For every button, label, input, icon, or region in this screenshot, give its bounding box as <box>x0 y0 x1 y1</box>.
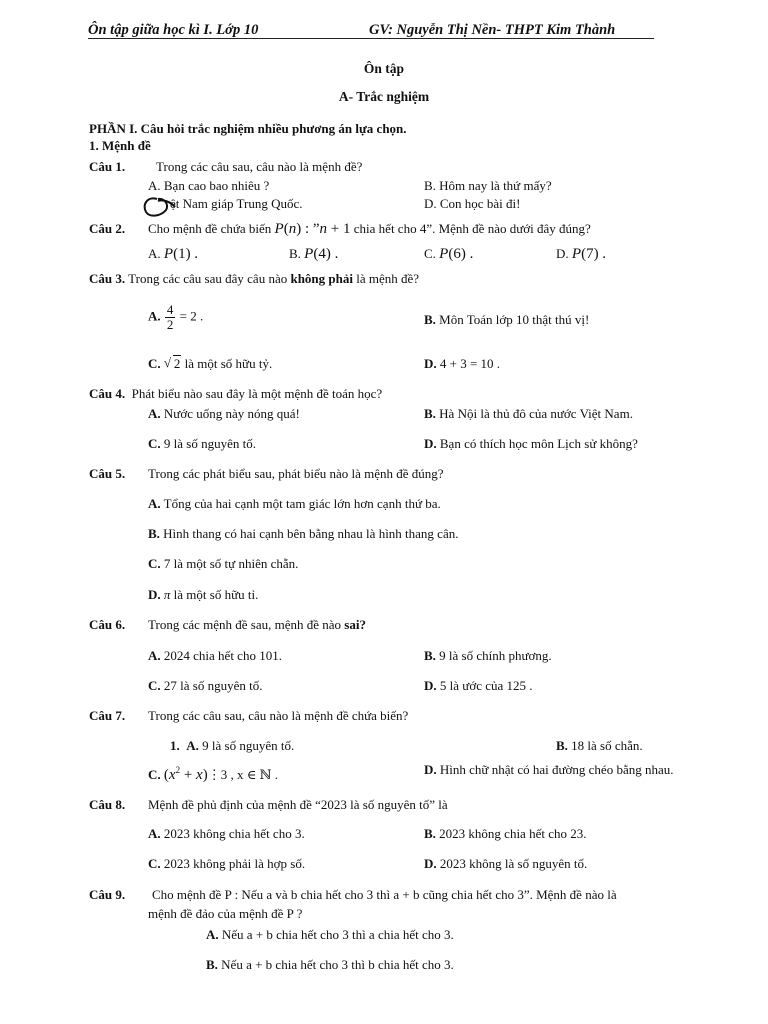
q9-option-b: B. Nếu a + b chia hết cho 3 thì b chia hết cho 3. <box>206 957 454 972</box>
section-heading: 1. Mệnh đề <box>89 138 151 153</box>
q5-option-c: C. 7 là một số tự nhiên chẵn. <box>148 556 299 571</box>
question-9-line2: mệnh đề đảo của mệnh đề P ? <box>148 906 303 921</box>
page-title: Ôn tập <box>363 61 405 76</box>
q6-option-b: B. 9 là số chính phương. <box>424 648 552 663</box>
q4-option-c: C. 9 là số nguyên tố. <box>148 436 256 451</box>
q7-option-c: C. ($x^2$ + x)⋮3 , x ∈ ℕ . <box>148 765 278 783</box>
q1-option-a: A. Bạn cao bao nhiêu ? <box>148 178 270 193</box>
q2-pre: Cho mệnh đề chứa biến <box>148 221 272 236</box>
q5-option-d: D. π là một số hữu tỉ. <box>148 587 259 602</box>
question-9-line1: Cho mệnh đề P : Nếu a và b chia hết cho 3 thì a + b cũng chia hết cho 3”. Mệnh đề nào là <box>152 887 617 902</box>
question-5-text: Trong các phát biểu sau, phát biểu nào là mệnh đề đúng? <box>148 466 444 481</box>
q6-option-d: D. 5 là ước của 125 . <box>424 678 533 693</box>
q8-option-a: A. 2023 không chia hết cho 3. <box>148 826 305 841</box>
question-2-text <box>148 221 591 237</box>
question-4-text: Câu 4. Phát biểu nào sau đây là một mệnh đề toán học? <box>89 386 383 401</box>
header-rule <box>88 38 654 39</box>
q3-option-a: A. $\frac{4}{2}$ = 2 . <box>148 302 204 332</box>
q4-option-a: A. Nước uống này nóng quá! <box>148 406 300 421</box>
question-8-label: Câu 8. <box>89 797 126 812</box>
q2-formula: P(n) : ”n + 1 <box>274 221 351 237</box>
header-left: Ôn tập giữa học kì I. Lớp 10 <box>88 22 259 38</box>
q3-option-c: C. √ 2 là một số hữu tỷ. <box>148 356 272 372</box>
q5-option-b: B. Hình thang có hai cạnh bên bằng nhau là hình thang cân. <box>148 526 459 541</box>
q6-option-a: A. 2024 chia hết cho 101. <box>148 648 282 663</box>
fraction: $\frac{4}{2}$ <box>166 302 174 332</box>
question-1-label: Câu 1. <box>89 159 126 174</box>
question-6-label: Câu 6. <box>89 617 126 632</box>
question-7-label: Câu 7. <box>89 708 126 723</box>
q7-option-b: B. 18 là số chẵn. <box>556 738 643 753</box>
q8-option-d: D. 2023 không là số nguyên tố. <box>424 856 588 871</box>
q2-option-b: B. P(4) . <box>289 246 339 262</box>
question-3-label: Câu 3. <box>89 271 126 286</box>
question-3-text: Câu 3. Trong các câu sau đây câu nào không phải là mệnh đề? <box>89 271 420 286</box>
q2-post: chia hết cho 4”. Mệnh đề nào dưới đây đúng? <box>353 221 591 236</box>
square-root: √ 2 <box>164 356 182 372</box>
q1-option-d: D. Con học bài đi! <box>424 196 521 211</box>
q3-option-d: D. 4 + 3 = 10 . <box>424 356 501 371</box>
q1-option-b: B. Hôm nay là thứ mấy? <box>424 178 552 193</box>
header-right: GV: Nguyễn Thị Nền- THPT Kim Thành <box>369 22 616 38</box>
q7-option-d: D. Hình chữ nhật có hai đường chéo bằng nhau. <box>424 762 674 777</box>
question-2-label: Câu 2. <box>89 221 126 236</box>
q6-option-c: C. 27 là số nguyên tố. <box>148 678 263 693</box>
part-heading: PHẦN I. Câu hỏi trắc nghiệm nhiều phương án lựa chọn. <box>89 121 407 136</box>
question-8-text: Mệnh đề phủ định của mệnh đề “2023 là số nguyên tố” là <box>148 797 448 812</box>
page-subtitle: A- Trắc nghiệm <box>338 89 430 104</box>
question-5-label: Câu 5. <box>89 466 126 481</box>
q3-option-b: B. Môn Toán lớp 10 thật thú vị! <box>424 312 590 327</box>
q8-option-b: B. 2023 không chia hết cho 23. <box>424 826 587 841</box>
q2-option-c: C. P(6) . <box>424 246 474 262</box>
question-9-label: Câu 9. <box>89 887 126 902</box>
q2-option-a: A. P(1) . <box>148 246 199 262</box>
question-7-text: Trong các câu sau, câu nào là mệnh đề chứa biến? <box>148 708 409 723</box>
q4-option-b: B. Hà Nội là thủ đô của nước Việt Nam. <box>424 406 633 421</box>
q1-option-c: ệt Nam giáp Trung Quốc. <box>170 196 303 211</box>
question-4-label: Câu 4. <box>89 386 126 401</box>
q2-option-d: D. P(7) . <box>556 246 607 262</box>
question-1-text: Trong các câu sau, câu nào là mệnh đề? <box>156 159 363 174</box>
q8-option-c: C. 2023 không phải là hợp số. <box>148 856 306 871</box>
q5-option-a: A. Tổng của hai cạnh một tam giác lớn hơn cạnh thứ ba. <box>148 496 441 511</box>
q4-option-d: D. Bạn có thích học môn Lịch sử không? <box>424 436 638 451</box>
q7-option-a: 1. A. 9 là số nguyên tố. <box>170 738 295 753</box>
q9-option-a: A. Nếu a + b chia hết cho 3 thì a chia hết cho 3. <box>206 927 454 942</box>
question-6-text: Trong các mệnh đề sau, mệnh đề nào sai? <box>148 617 366 632</box>
